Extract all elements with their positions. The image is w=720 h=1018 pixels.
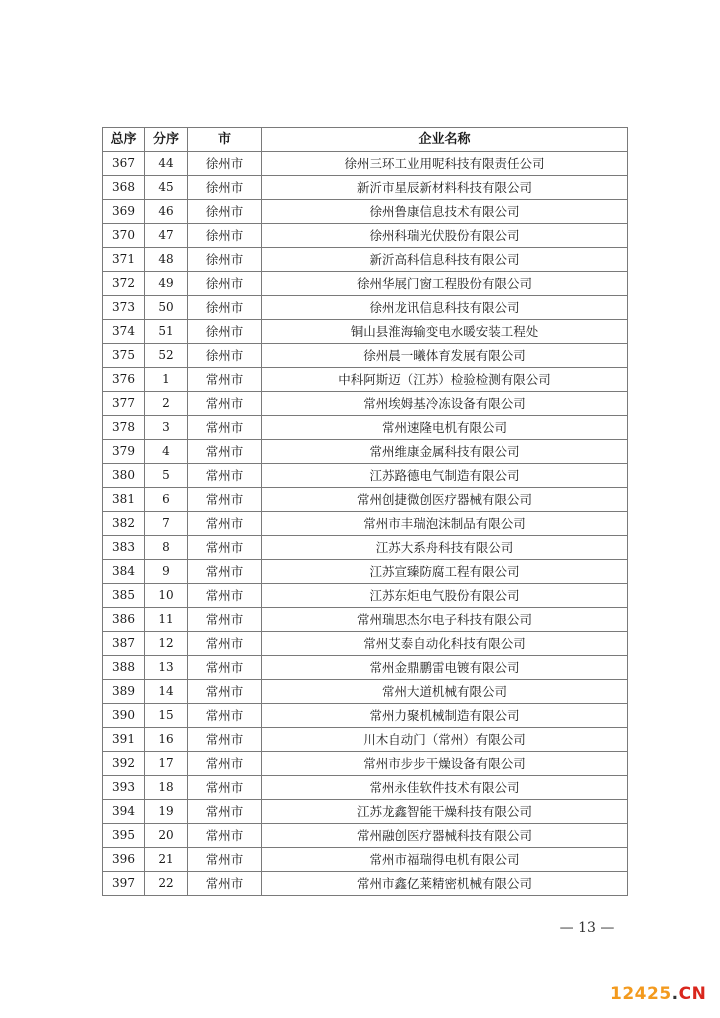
city-cell: 常州市: [188, 728, 262, 752]
city-cell: 常州市: [188, 800, 262, 824]
total-seq-cell: 378: [103, 416, 145, 440]
header-sub-seq: 分序: [145, 128, 188, 152]
sub-seq-cell: 47: [145, 224, 188, 248]
table-row: [103, 416, 628, 440]
total-seq-cell: 388: [103, 656, 145, 680]
city-cell: 常州市: [188, 368, 262, 392]
watermark-logo: [610, 984, 706, 1004]
total-seq-cell: 375: [103, 344, 145, 368]
company-name-cell: 铜山县淮海输变电水暖安装工程处: [262, 320, 628, 344]
sub-seq-cell: 10: [145, 584, 188, 608]
city-cell: 常州市: [188, 560, 262, 584]
company-name-cell: 常州金鼎鹏雷电镀有限公司: [262, 656, 628, 680]
total-seq-cell: 385: [103, 584, 145, 608]
company-name-cell: 常州速隆电机有限公司: [262, 416, 628, 440]
city-cell: 常州市: [188, 752, 262, 776]
company-name-cell: 中科阿斯迈（江苏）检验检测有限公司: [262, 368, 628, 392]
header-total-seq: 总序: [103, 128, 145, 152]
table-row: [103, 728, 628, 752]
table-row: [103, 848, 628, 872]
table-row: [103, 824, 628, 848]
total-seq-cell: 389: [103, 680, 145, 704]
table-row: [103, 608, 628, 632]
city-cell: 常州市: [188, 488, 262, 512]
company-name-cell: 新沂高科信息科技有限公司: [262, 248, 628, 272]
company-name-cell: 徐州龙讯信息科技有限公司: [262, 296, 628, 320]
company-name-cell: 徐州科瑞光伏股份有限公司: [262, 224, 628, 248]
table-row: [103, 560, 628, 584]
city-cell: 常州市: [188, 584, 262, 608]
total-seq-cell: 382: [103, 512, 145, 536]
sub-seq-cell: 45: [145, 176, 188, 200]
city-cell: 常州市: [188, 632, 262, 656]
page-number: — 13 —: [559, 920, 615, 936]
table-row: [103, 248, 628, 272]
city-cell: 徐州市: [188, 152, 262, 176]
total-seq-cell: 369: [103, 200, 145, 224]
company-name-cell: 常州大道机械有限公司: [262, 680, 628, 704]
table-row: [103, 776, 628, 800]
total-seq-cell: 371: [103, 248, 145, 272]
total-seq-cell: 383: [103, 536, 145, 560]
city-cell: 常州市: [188, 392, 262, 416]
total-seq-cell: 392: [103, 752, 145, 776]
sub-seq-cell: 8: [145, 536, 188, 560]
city-cell: 常州市: [188, 680, 262, 704]
city-cell: 常州市: [188, 608, 262, 632]
table-row: [103, 152, 628, 176]
city-cell: 常州市: [188, 848, 262, 872]
sub-seq-cell: 12: [145, 632, 188, 656]
table-row: [103, 704, 628, 728]
total-seq-cell: 384: [103, 560, 145, 584]
sub-seq-cell: 20: [145, 824, 188, 848]
total-seq-cell: 387: [103, 632, 145, 656]
sub-seq-cell: 13: [145, 656, 188, 680]
city-cell: 常州市: [188, 512, 262, 536]
city-cell: 徐州市: [188, 248, 262, 272]
table-body: [103, 152, 628, 896]
table-row: [103, 584, 628, 608]
company-name-cell: 常州融创医疗器械科技有限公司: [262, 824, 628, 848]
company-name-cell: 常州创捷微创医疗器械有限公司: [262, 488, 628, 512]
city-cell: 常州市: [188, 776, 262, 800]
company-name-cell: 常州市步步干燥设备有限公司: [262, 752, 628, 776]
total-seq-cell: 391: [103, 728, 145, 752]
city-cell: 常州市: [188, 656, 262, 680]
table-row: [103, 272, 628, 296]
city-cell: 常州市: [188, 536, 262, 560]
table-row: [103, 176, 628, 200]
city-cell: 常州市: [188, 872, 262, 896]
total-seq-cell: 380: [103, 464, 145, 488]
city-cell: 徐州市: [188, 224, 262, 248]
company-name-cell: 江苏龙鑫智能干燥科技有限公司: [262, 800, 628, 824]
company-name-cell: 常州永佳软件技术有限公司: [262, 776, 628, 800]
sub-seq-cell: 5: [145, 464, 188, 488]
sub-seq-cell: 49: [145, 272, 188, 296]
city-cell: 徐州市: [188, 296, 262, 320]
sub-seq-cell: 48: [145, 248, 188, 272]
total-seq-cell: 370: [103, 224, 145, 248]
sub-seq-cell: 50: [145, 296, 188, 320]
table-row: [103, 440, 628, 464]
company-name-cell: 徐州鲁康信息技术有限公司: [262, 200, 628, 224]
table-row: [103, 488, 628, 512]
city-cell: 常州市: [188, 824, 262, 848]
city-cell: 常州市: [188, 440, 262, 464]
total-seq-cell: 379: [103, 440, 145, 464]
header-city: 市: [188, 128, 262, 152]
table-row: [103, 320, 628, 344]
company-name-cell: 常州艾泰自动化科技有限公司: [262, 632, 628, 656]
company-name-cell: 常州维康金属科技有限公司: [262, 440, 628, 464]
total-seq-cell: 393: [103, 776, 145, 800]
company-name-cell: 常州力聚机械制造有限公司: [262, 704, 628, 728]
company-name-cell: 新沂市星辰新材料科技有限公司: [262, 176, 628, 200]
sub-seq-cell: 52: [145, 344, 188, 368]
company-name-cell: 常州市福瑞得电机有限公司: [262, 848, 628, 872]
company-name-cell: 徐州晨一曦体育发展有限公司: [262, 344, 628, 368]
table-row: [103, 680, 628, 704]
table-row: [103, 392, 628, 416]
total-seq-cell: 374: [103, 320, 145, 344]
city-cell: 常州市: [188, 416, 262, 440]
city-cell: 徐州市: [188, 344, 262, 368]
table-row: [103, 464, 628, 488]
total-seq-cell: 373: [103, 296, 145, 320]
table-row: [103, 200, 628, 224]
table-row: [103, 800, 628, 824]
total-seq-cell: 372: [103, 272, 145, 296]
sub-seq-cell: 17: [145, 752, 188, 776]
city-cell: 常州市: [188, 704, 262, 728]
city-cell: 常州市: [188, 464, 262, 488]
table-row: [103, 224, 628, 248]
sub-seq-cell: 4: [145, 440, 188, 464]
company-name-cell: 江苏路德电气制造有限公司: [262, 464, 628, 488]
sub-seq-cell: 14: [145, 680, 188, 704]
table-row: [103, 344, 628, 368]
header-company-name: 企业名称: [262, 128, 628, 152]
company-name-cell: 徐州三环工业用呢科技有限责任公司: [262, 152, 628, 176]
enterprise-table: [102, 127, 628, 896]
watermark-dot: .: [671, 984, 679, 1004]
city-cell: 徐州市: [188, 176, 262, 200]
sub-seq-cell: 22: [145, 872, 188, 896]
total-seq-cell: 381: [103, 488, 145, 512]
table-row: [103, 632, 628, 656]
total-seq-cell: 396: [103, 848, 145, 872]
total-seq-cell: 397: [103, 872, 145, 896]
company-name-cell: 常州瑞思杰尔电子科技有限公司: [262, 608, 628, 632]
sub-seq-cell: 9: [145, 560, 188, 584]
company-name-cell: 常州市鑫亿莱精密机械有限公司: [262, 872, 628, 896]
table-row: [103, 296, 628, 320]
table-row: [103, 872, 628, 896]
sub-seq-cell: 2: [145, 392, 188, 416]
sub-seq-cell: 6: [145, 488, 188, 512]
sub-seq-cell: 11: [145, 608, 188, 632]
sub-seq-cell: 19: [145, 800, 188, 824]
table-row: [103, 512, 628, 536]
sub-seq-cell: 15: [145, 704, 188, 728]
company-name-cell: 江苏大系舟科技有限公司: [262, 536, 628, 560]
city-cell: 徐州市: [188, 200, 262, 224]
table-row: [103, 368, 628, 392]
sub-seq-cell: 51: [145, 320, 188, 344]
sub-seq-cell: 44: [145, 152, 188, 176]
total-seq-cell: 377: [103, 392, 145, 416]
company-name-cell: 川木自动门（常州）有限公司: [262, 728, 628, 752]
sub-seq-cell: 3: [145, 416, 188, 440]
total-seq-cell: 386: [103, 608, 145, 632]
company-name-cell: 江苏宣臻防腐工程有限公司: [262, 560, 628, 584]
total-seq-cell: 390: [103, 704, 145, 728]
sub-seq-cell: 1: [145, 368, 188, 392]
watermark-tld: CN: [678, 984, 707, 1004]
sub-seq-cell: 21: [145, 848, 188, 872]
total-seq-cell: 376: [103, 368, 145, 392]
total-seq-cell: 394: [103, 800, 145, 824]
city-cell: 徐州市: [188, 272, 262, 296]
total-seq-cell: 367: [103, 152, 145, 176]
company-name-cell: 常州市丰瑞泡沫制品有限公司: [262, 512, 628, 536]
sub-seq-cell: 7: [145, 512, 188, 536]
city-cell: 徐州市: [188, 320, 262, 344]
table-row: [103, 752, 628, 776]
table-row: [103, 536, 628, 560]
watermark-number: 12425: [610, 984, 672, 1004]
company-name-cell: 江苏东炬电气股份有限公司: [262, 584, 628, 608]
table-row: [103, 656, 628, 680]
total-seq-cell: 395: [103, 824, 145, 848]
sub-seq-cell: 16: [145, 728, 188, 752]
company-name-cell: 常州埃姆基冷冻设备有限公司: [262, 392, 628, 416]
table-header-row: [103, 128, 628, 152]
total-seq-cell: 368: [103, 176, 145, 200]
company-name-cell: 徐州华展门窗工程股份有限公司: [262, 272, 628, 296]
sub-seq-cell: 46: [145, 200, 188, 224]
sub-seq-cell: 18: [145, 776, 188, 800]
